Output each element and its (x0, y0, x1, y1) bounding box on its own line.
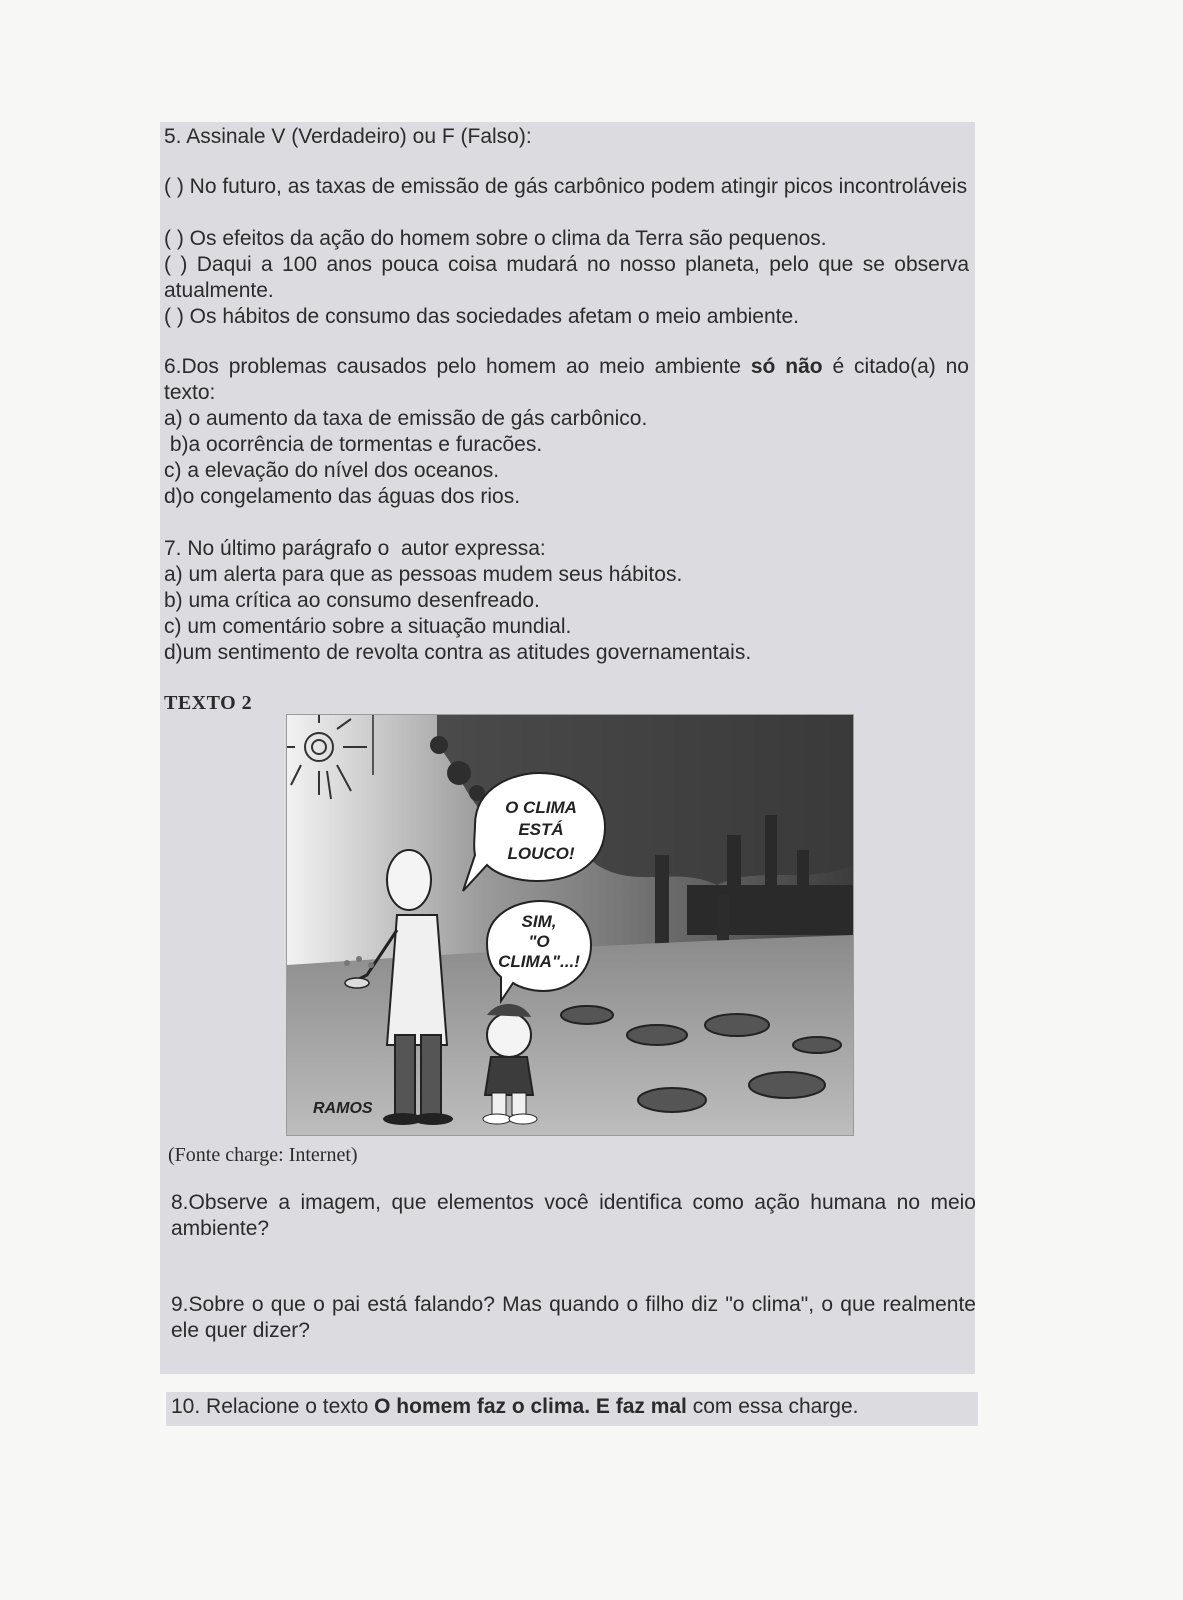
q7-option-b: b) uma crítica ao consumo desenfreado. (164, 589, 540, 612)
father-bubble-line-2: ESTÁ (518, 820, 564, 839)
smoke-puff (430, 736, 448, 754)
cartoon-drawing (287, 715, 853, 1135)
cartoonist-signature: RAMOS (313, 1100, 373, 1117)
q6-option-b: b)a ocorrência de tormentas e furacões. (164, 433, 543, 456)
q7-stem: 7. No último parágrafo o autor expressa: (164, 537, 546, 560)
q7-option-a: a) um alerta para que as pessoas mudem seus hábitos. (164, 563, 683, 586)
q8-text: 8.Observe a imagem, que elementos você identifica como ação humana no meio ambiente? (171, 1191, 976, 1240)
q5-title: 5. Assinale V (Verdadeiro) ou F (Falso): (164, 125, 532, 148)
q5-item-2: ( ) Os efeitos da ação do homem sobre o clima da Terra são pequenos. (164, 227, 827, 250)
q6-stem-end: é citado(a) no texto: (164, 355, 969, 404)
q6-stem-start: 6.Dos problemas causados pelo homem ao meio ambiente (164, 355, 751, 378)
father-bubble-line-3: LOUCO! (507, 844, 575, 863)
q10-text-title-bold: O homem faz o clima. E faz mal (374, 1395, 687, 1418)
q9-text: 9.Sobre o que o pai está falando? Mas quando o filho diz "o clima", o que realmente ele quer dizer? (171, 1293, 976, 1342)
q5-item-4: ( ) Os hábitos de consumo das sociedades afetam o meio ambiente. (164, 305, 800, 328)
q10-start: 10. Relacione o texto (171, 1395, 375, 1418)
cartoon-caption: (Fonte charge: Internet) (168, 1144, 358, 1166)
q5-item-3: ( ) Daqui a 100 anos pouca coisa mudará no nosso planeta, pelo que se observa atualmente. (164, 253, 969, 302)
son-bubble-line-2: "O (528, 932, 550, 951)
q7-option-d: d)um sentimento de revolta contra as atitudes governamentais. (164, 641, 752, 664)
smoke-puff (447, 761, 471, 785)
climate-cartoon-image (286, 714, 854, 1136)
q6-option-d: d)o congelamento das águas dos rios. (164, 485, 521, 508)
father-bubble-line-1: O CLIMA (505, 798, 577, 817)
q6-stem-bold: só não (750, 355, 823, 378)
q7-option-c: c) um comentário sobre a situação mundial. (164, 615, 572, 638)
q10-text (171, 1394, 976, 1420)
texto2-heading: TEXTO 2 (164, 692, 253, 714)
q6-stem (164, 354, 969, 406)
q5-item-1: ( ) No futuro, as taxas de emissão de gás carbônico podem atingir picos incontroláveis (164, 175, 968, 198)
q6-option-a: a) o aumento da taxa de emissão de gás carbônico. (164, 407, 648, 430)
q6-option-c: c) a elevação do nível dos oceanos. (164, 459, 500, 482)
son-bubble-line-1: SIM, (521, 912, 557, 931)
son-bubble-line-3: CLIMA"...! (498, 952, 580, 971)
q10-end: com essa charge. (686, 1395, 859, 1418)
